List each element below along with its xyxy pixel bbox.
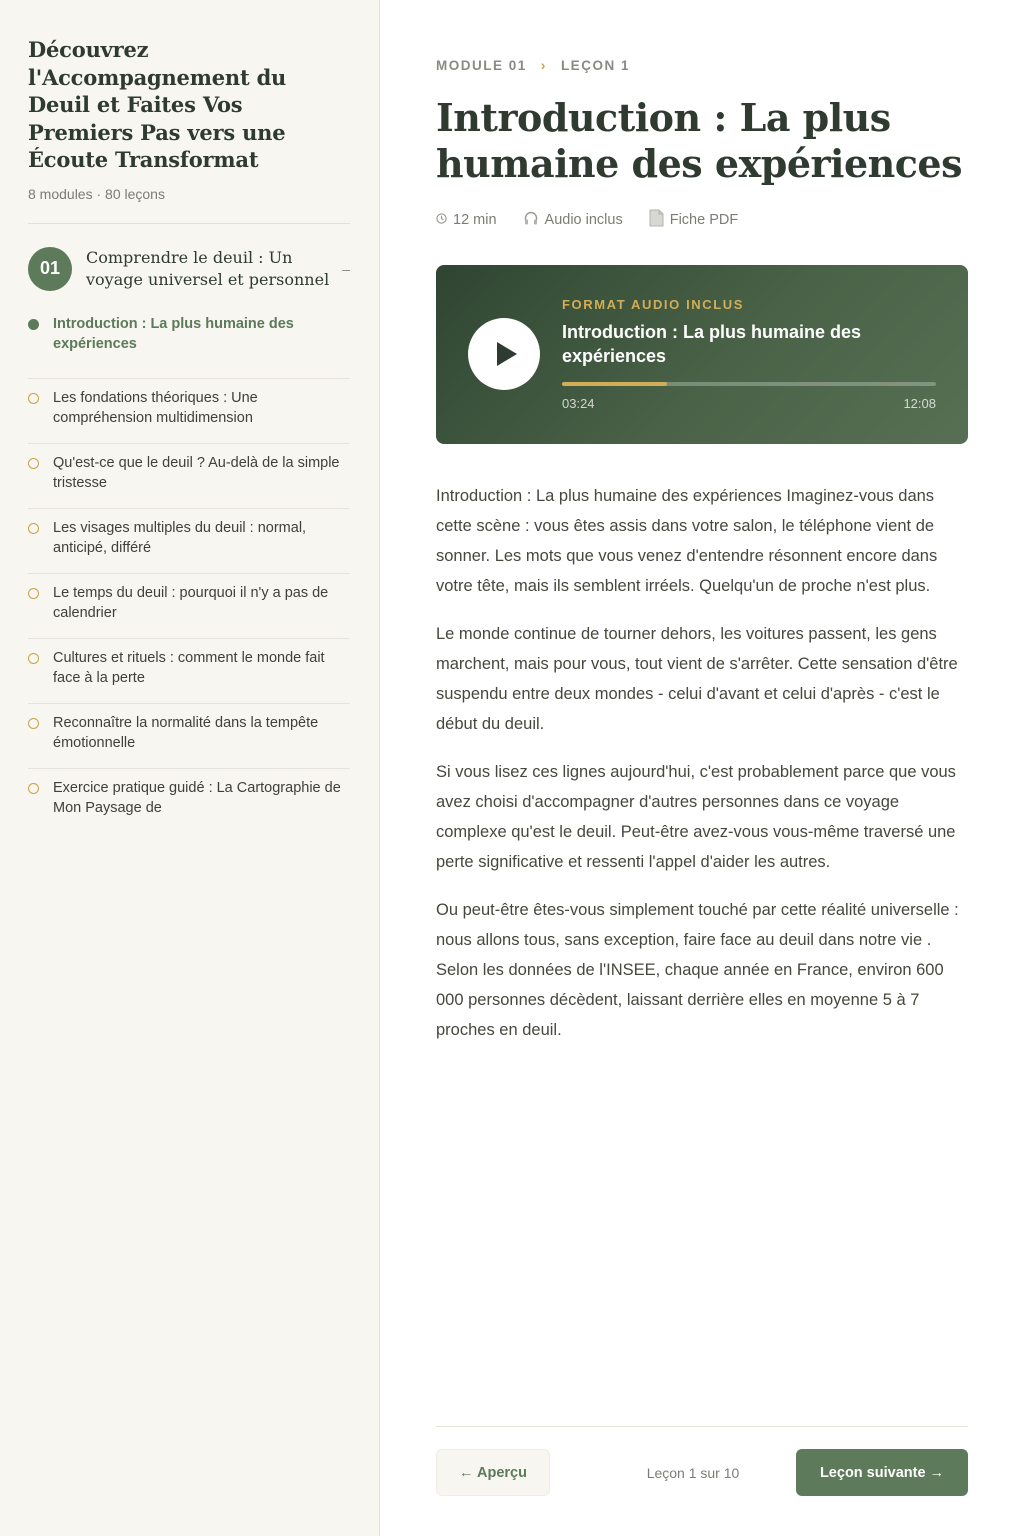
audio-title: Introduction : La plus humaine des expériences <box>562 322 862 366</box>
sidebar-divider <box>28 223 350 224</box>
audio-text: Audio inclus <box>544 211 623 228</box>
lesson-item[interactable] <box>28 574 350 639</box>
module-header[interactable] <box>28 246 350 292</box>
headphones-icon <box>523 210 539 229</box>
module-title: Comprendre le deuil : Un voyage universel et personnel <box>86 247 330 289</box>
lesson-status-dot-icon <box>28 588 39 599</box>
breadcrumb-module[interactable]: MODULE 01 <box>436 57 527 73</box>
lesson-status-dot-icon <box>28 523 39 534</box>
page-title: Introduction : La plus humaine des expériences <box>436 95 962 186</box>
current-time: 03:24 <box>562 396 595 411</box>
course-meta: 8 modules · 80 leçons <box>28 185 165 202</box>
paragraph: Introduction : La plus humaine des expériences Imaginez-vous dans cette scène : vous êtes assis dans votre salon, le téléphone vient de sonner. Les mots que vous venez d'entendre résonnent encore dans votre tête, mais ils semblent irréels. Quelqu'un de proche n'est plus. <box>436 487 938 595</box>
lesson-status-dot-icon <box>28 458 39 469</box>
lesson-item[interactable] <box>28 769 350 834</box>
lesson-item[interactable] <box>28 509 350 574</box>
pdf-meta[interactable] <box>649 209 739 230</box>
module-number-badge: 01 <box>28 247 72 291</box>
duration-meta <box>436 212 497 228</box>
lesson-label: Introduction : La plus humaine des expériences <box>53 315 294 352</box>
paragraph: Si vous lisez ces lignes aujourd'hui, c'est probablement parce que vous avez choisi d'accompagner d'autres personnes dans ce voyage complexe qu'est le deuil. Peut-être avez-vous vous-même traversé une perte significative et ressenti l'appel d'aider les autres. <box>436 763 956 871</box>
play-button[interactable] <box>468 318 540 390</box>
previous-button[interactable]: ← Aperçu <box>436 1449 550 1496</box>
breadcrumb <box>436 57 968 73</box>
lesson-label: Qu'est-ce que le deuil ? Au-delà de la simple tristesse <box>53 454 340 491</box>
chevron-right-icon: › <box>540 57 547 73</box>
lesson-item[interactable] <box>28 704 350 769</box>
paragraph: Le monde continue de tourner dehors, les voitures passent, les gens marchent, mais pour vous, tout vient de s'arrêter. Cette sensation d'être suspendu entre deux mondes - celui d'avant et celui d'après - c'est le début du deuil. <box>436 625 958 733</box>
lesson-label: Reconnaître la normalité dans la tempête émotionnelle <box>53 714 319 751</box>
audio-player-card <box>436 265 968 444</box>
play-icon <box>497 342 517 366</box>
lesson-item[interactable] <box>28 444 350 509</box>
audio-meta <box>523 210 623 229</box>
audio-progress-fill <box>562 382 667 386</box>
lesson-item[interactable] <box>28 314 350 379</box>
lesson-status-dot-icon <box>28 783 39 794</box>
collapse-icon[interactable]: – <box>342 260 350 277</box>
lesson-list <box>28 314 350 834</box>
lesson-label: Exercice pratique guidé : La Cartographie de Mon Paysage de <box>53 779 341 816</box>
breadcrumb-lesson: LEÇON 1 <box>560 57 630 73</box>
lesson-item[interactable] <box>28 639 350 704</box>
lesson-status-dot-icon <box>28 393 39 404</box>
audio-progress-bar[interactable] <box>562 382 936 386</box>
lesson-counter: Leçon 1 sur 10 <box>646 1464 740 1481</box>
lesson-label: Les visages multiples du deuil : normal, anticipé, différé <box>53 519 307 556</box>
lesson-content <box>436 0 968 1536</box>
lesson-label: Cultures et rituels : comment le monde fait face à la perte <box>53 649 325 686</box>
lesson-meta <box>436 209 968 230</box>
total-time: 12:08 <box>903 396 936 411</box>
course-title: Découvrez l'Accompagnement du Deuil et Faites Vos Premiers Pas vers une Écoute Transformat <box>28 37 287 172</box>
footer-nav <box>436 1449 968 1496</box>
document-icon <box>649 209 664 230</box>
lesson-body <box>436 481 968 1045</box>
paragraph: Ou peut-être êtes-vous simplement touché par cette réalité universelle : nous allons tous, sans exception, faire face au deuil dans notre vie . Selon les données de l'INSEE, chaque année en France, environ 600 000 personnes décèdent, laissant derrière elles en moyenne 5 à 7 proches en deuil. <box>436 901 959 1039</box>
duration-text: 12 min <box>453 211 497 228</box>
lesson-status-dot-icon <box>28 718 39 729</box>
sidebar <box>0 0 380 1536</box>
lesson-label: Le temps du deuil : pourquoi il n'y a pas de calendrier <box>53 584 329 621</box>
lesson-status-dot-icon <box>28 653 39 664</box>
audio-kicker: FORMAT AUDIO INCLUS <box>562 297 745 312</box>
next-lesson-button[interactable]: Leçon suivante → <box>796 1449 968 1496</box>
audio-info <box>562 297 936 411</box>
pdf-text: Fiche PDF <box>669 211 739 228</box>
audio-times <box>562 396 936 411</box>
lesson-label: Les fondations théoriques : Une compréhension multidimension <box>53 389 258 426</box>
lesson-footer <box>436 1426 968 1496</box>
lesson-status-dot-icon <box>28 319 39 330</box>
clock-icon <box>436 212 447 227</box>
lesson-item[interactable] <box>28 379 350 444</box>
